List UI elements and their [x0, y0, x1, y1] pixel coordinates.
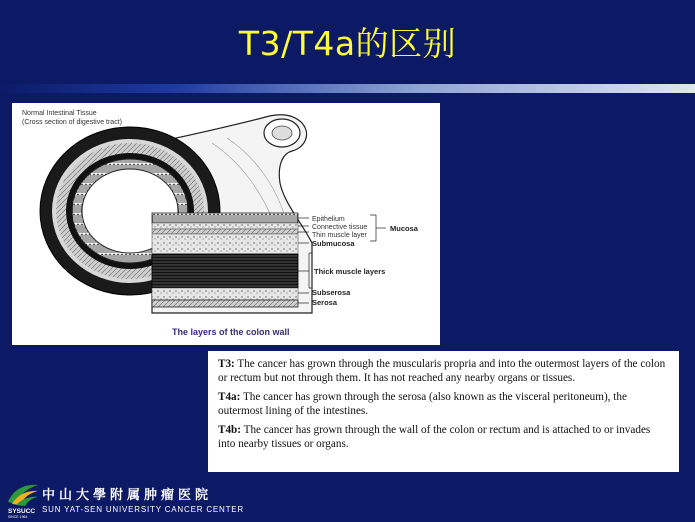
colon-wall-illustration	[12, 103, 440, 345]
label-thick-muscle-layers: Thick muscle layers	[314, 267, 386, 276]
title-divider	[0, 84, 695, 93]
stage-t3	[218, 358, 669, 385]
label-submucosa: Submucosa	[312, 239, 355, 248]
stage-term: T4b:	[218, 424, 242, 437]
colon-wall-diagram	[12, 103, 440, 345]
layer-block	[152, 213, 298, 307]
diagram-heading: Normal Intestinal Tissue	[22, 110, 97, 117]
logo-since: SINCE 1964	[8, 515, 28, 519]
stage-term: T3:	[218, 358, 235, 370]
diagram-caption: The layers of the colon wall	[172, 327, 290, 337]
hospital-logo	[4, 478, 244, 520]
slide-title: T3/T4a的区别	[238, 24, 457, 63]
logo-emblem-icon	[6, 482, 40, 508]
diagram-subheading: (Cross section of digestive tract)	[22, 119, 122, 126]
logo-abbreviation: SYSUCC	[8, 508, 36, 515]
stage-description: The cancer has grown through the muscularis propria and into the outermost layers of the colon or rectum but not through them. It has not reached any nearby organs or tissues.	[218, 358, 666, 384]
label-serosa: Serosa	[312, 298, 338, 307]
label-mucosa: Mucosa	[390, 224, 418, 233]
t-stage-definitions	[208, 351, 679, 472]
stage-description: The cancer has grown through the serosa (also known as the visceral peritoneum), the outermost lining of the intestines.	[218, 391, 627, 417]
label-thin-muscle-layer: Thin muscle layer	[312, 232, 367, 239]
label-epithelium: Epithelium	[312, 216, 345, 223]
stage-t4a	[218, 391, 669, 418]
stage-description: The cancer has grown through the wall of the colon or rectum and is attached to or invades into nearby tissues or organs.	[218, 424, 651, 450]
logo-name-english: SUN YAT-SEN UNIVERSITY CANCER CENTER	[42, 505, 245, 514]
label-subserosa: Subserosa	[312, 288, 351, 297]
logo-name-chinese: 中山大學附属肿瘤医院	[42, 488, 213, 503]
stage-term: T4a:	[218, 391, 241, 404]
label-connective-tissue: Connective tissue	[312, 224, 368, 231]
stage-t4b	[218, 424, 669, 451]
